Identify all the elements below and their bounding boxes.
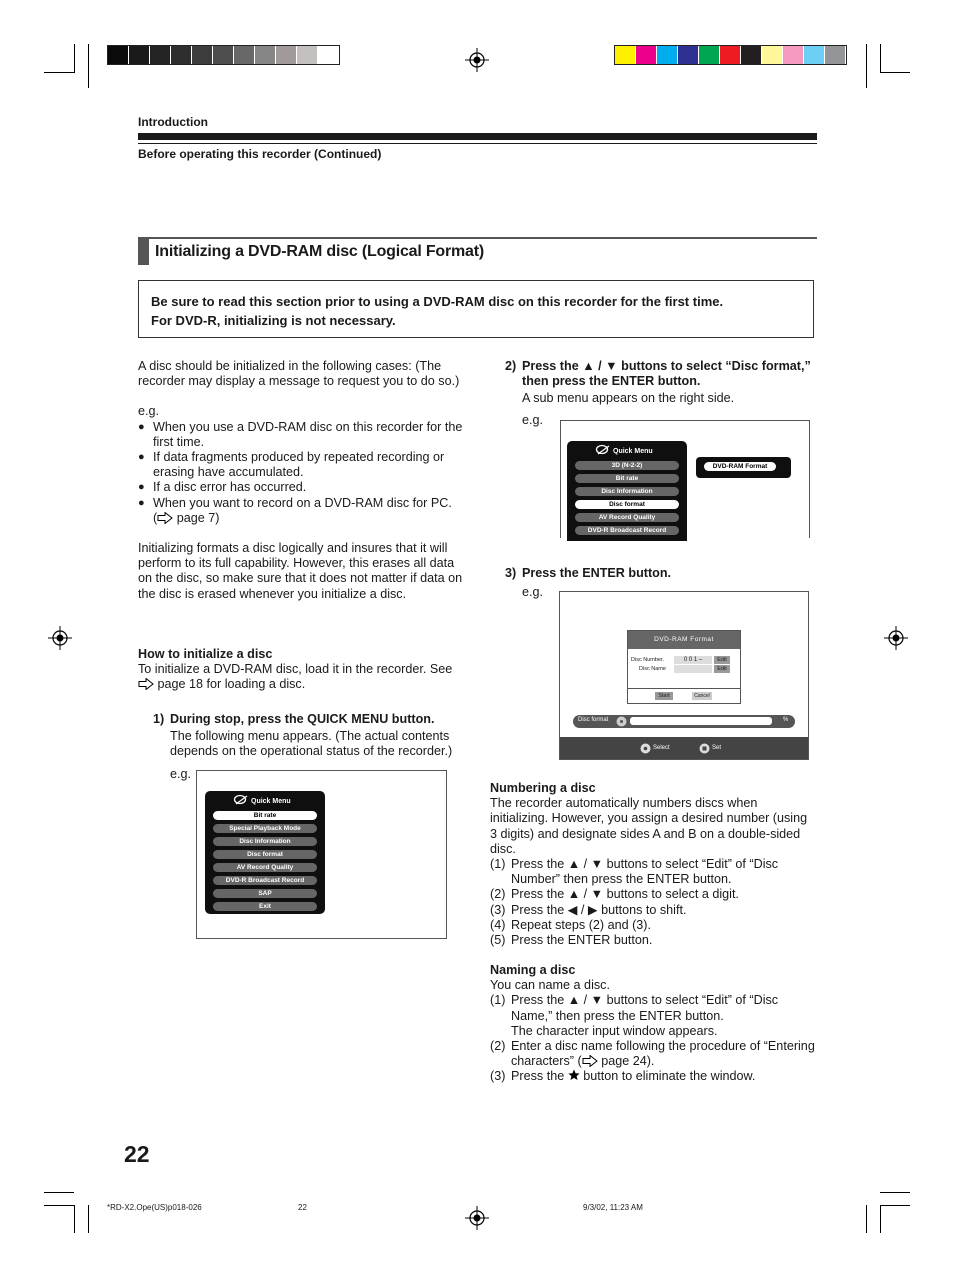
calibration-swatch: [720, 46, 740, 64]
list-item: (2) Enter a disc name following the procedure of “Entering characters” ( page 24).: [490, 1039, 815, 1069]
footer-file: *RD-X2.Ope(US)p018-026: [107, 1203, 202, 1212]
calibration-swatch: [297, 46, 317, 64]
cancel-button[interactable]: Cancel: [692, 692, 712, 700]
menu-item-disc-information[interactable]: Disc Information: [575, 487, 679, 496]
quick-menu-panel: [205, 791, 325, 914]
list-item: (3) Press the ◀ / ▶ buttons to shift.: [490, 902, 687, 917]
menu-item-disc-format[interactable]: Disc format: [575, 500, 679, 509]
calibration-swatch: [804, 46, 824, 64]
step3-title: Press the ENTER button.: [522, 566, 672, 580]
section-label: Introduction: [138, 115, 208, 129]
calibration-swatch: [636, 46, 656, 64]
calibration-swatch: [255, 46, 275, 64]
calibration-swatch: [129, 46, 149, 64]
help-bar: [560, 737, 808, 759]
calibration-swatch: [741, 46, 761, 64]
page-number: 22: [124, 1141, 150, 1167]
naming-block: [490, 963, 817, 1085]
numbering-block: [490, 781, 817, 948]
how-heading: How to initialize a disc: [138, 647, 273, 661]
menu-item-dvd-r-broadcast-record[interactable]: DVD-R Broadcast Record: [575, 526, 679, 535]
select-dpad-icon: [640, 743, 651, 754]
quick-menu-logo-icon: [595, 444, 611, 455]
naming-heading: Naming a disc: [490, 963, 576, 977]
menu-item-av-record-quality[interactable]: AV Record Quality: [213, 863, 317, 872]
format-dialog: [627, 630, 741, 704]
case-list: [138, 420, 463, 526]
disc-number-edit-button[interactable]: Edit: [714, 656, 730, 664]
numbering-heading: Numbering a disc: [490, 781, 596, 795]
disc-name-edit-button[interactable]: Edit: [714, 665, 730, 673]
calibration-swatch: [783, 46, 803, 64]
progress-bar: [573, 715, 795, 728]
menu-item-exit[interactable]: Exit: [213, 902, 317, 911]
footer-date: 9/3/02, 11:23 AM: [583, 1203, 643, 1212]
progress-track: [630, 717, 772, 725]
menu-item-bit-rate[interactable]: Bit rate: [575, 474, 679, 483]
step1-number: 1): [153, 712, 165, 726]
header-rule-thin: [138, 143, 817, 144]
step1-title: During stop, press the QUICK MENU button.: [170, 712, 435, 726]
quick-menu-title: Quick Menu: [251, 798, 291, 805]
list-item: (2) Press the ▲ / ▼ buttons to select a digit.: [490, 887, 739, 902]
menu-item-3d[interactable]: 3D (N-2-2): [575, 461, 679, 470]
dialog-title: DVD-RAM Format: [628, 631, 740, 649]
list-item: (1) Press the ▲ / ▼ buttons to select “Edit” of “Disc Name,” then press the ENTER button. The character input window appears.: [490, 993, 779, 1038]
page-title: Initializing a DVD-RAM disc (Logical Format): [155, 243, 484, 260]
menu-item-disc-format[interactable]: Disc format: [213, 850, 317, 859]
step3-number: 3): [505, 566, 517, 580]
start-button[interactable]: Start: [655, 692, 673, 700]
list-item: ● When you want to record on a DVD-RAM disc for PC. ( page 7): [138, 496, 463, 526]
format-screen: [559, 591, 809, 760]
intro-text: A disc should be initialized in the following cases: (The recorder may display a message to request you to do so.): [138, 359, 460, 389]
page-title-bar: [138, 237, 817, 265]
menu-item-sap[interactable]: SAP: [213, 889, 317, 898]
list-item: (4) Repeat steps (2) and (3).: [490, 917, 652, 932]
progress-label: Disc format: [578, 717, 609, 723]
calibration-swatch: [678, 46, 698, 64]
submenu-panel: [696, 457, 791, 478]
progress-unit: %: [783, 717, 789, 723]
step2-text: A sub menu appears on the right side.: [522, 391, 735, 405]
disc-number-label: Disc Number.: [631, 657, 665, 663]
color-calibration-bar: [614, 45, 847, 65]
menu-item-av-record-quality[interactable]: AV Record Quality: [575, 513, 679, 522]
registration-mark-icon: [465, 48, 489, 72]
naming-text: You can name a disc.: [490, 978, 610, 993]
calibration-swatch: [825, 46, 845, 64]
page-reference-arrow-icon: [138, 678, 154, 690]
numbering-steps: [490, 857, 817, 948]
subsection-label: Before operating this recorder (Continued): [138, 147, 382, 161]
calibration-swatch: [171, 46, 191, 64]
registration-mark-icon: [884, 626, 908, 650]
step3-eg: e.g.: [522, 585, 544, 599]
calibration-swatch: [213, 46, 233, 64]
disc-number-value: 0 0 1 –: [674, 656, 712, 664]
calibration-swatch: [192, 46, 212, 64]
set-hint: Set: [712, 745, 722, 751]
registration-mark-icon: [48, 626, 72, 650]
gray-calibration-bar: [107, 45, 340, 65]
page-reference-arrow-icon: [582, 1055, 598, 1067]
list-item: ● If data fragments produced by repeated recording or erasing have accumulated.: [138, 450, 463, 480]
calibration-swatch: [615, 46, 635, 64]
quick-menu-logo-icon: [233, 794, 249, 805]
formats-text: Initializing formats a disc logically and insures that it will perform to its full capability. However, this erases all data on the disc, so make sure that it does not matter if data on the disc is erased whenever you initialize a disc.: [138, 541, 463, 601]
left-column: [138, 359, 463, 602]
calibration-swatch: [762, 46, 782, 64]
eg-label: e.g.: [138, 404, 160, 419]
list-item: (1) Press the ▲ / ▼ buttons to select “Edit” of “Disc Number” then press the ENTER button.: [490, 857, 779, 887]
calibration-swatch: [699, 46, 719, 64]
notice-line-2: For DVD-R, initializing is not necessary.: [151, 313, 396, 328]
numbering-text: The recorder automatically numbers discs when initializing. However, you assign a desired number (using 3 digits) and designate sides A and B on a double-sided disc.: [490, 796, 808, 856]
star-button-icon: [568, 1069, 580, 1081]
list-item: (5) Press the ENTER button.: [490, 933, 653, 948]
calibration-swatch: [276, 46, 296, 64]
calibration-swatch: [150, 46, 170, 64]
menu-item-bit-rate[interactable]: Bit rate: [213, 811, 317, 820]
step1-text: The following menu appears. (The actual contents depends on the operational status of the recorder.): [170, 729, 453, 759]
menu-item-disc-information[interactable]: Disc Information: [213, 837, 317, 846]
calibration-swatch: [657, 46, 677, 64]
quick-menu-panel: [567, 441, 687, 541]
how-to-block: [138, 647, 463, 693]
notice-line-1: Be sure to read this section prior to using a DVD-RAM disc on this recorder for the first time.: [151, 294, 724, 309]
menu-item-special-playback-mode[interactable]: Special Playback Mode: [213, 824, 317, 833]
step1-eg: e.g.: [170, 767, 192, 781]
disc-name-label: Disc Name: [639, 666, 666, 672]
list-item: ● If a disc error has occurred.: [138, 480, 463, 495]
menu-item-dvd-r-broadcast-record[interactable]: DVD-R Broadcast Record: [213, 876, 317, 885]
quick-menu-screen-2: [560, 420, 810, 538]
list-item: ● When you use a DVD-RAM disc on this recorder for the first time.: [138, 420, 463, 450]
naming-steps: [490, 993, 817, 1084]
calibration-swatch: [318, 46, 338, 64]
step2-title: Press the ▲ / ▼ buttons to select “Disc format,” then press the ENTER button.: [522, 359, 811, 389]
header-rule: [138, 133, 817, 140]
set-enter-icon: [699, 743, 710, 754]
step2-number: 2): [505, 359, 517, 373]
notice-box: [138, 280, 814, 338]
step2-eg: e.g.: [522, 413, 544, 427]
submenu-item-dvd-ram-format[interactable]: DVD-RAM Format: [704, 462, 776, 471]
footer-page: 22: [298, 1203, 307, 1212]
disc-name-value: [674, 665, 712, 673]
list-item: (3) Press the button to eliminate the window.: [490, 1069, 756, 1084]
calibration-swatch: [108, 46, 128, 64]
quick-menu-title: Quick Menu: [613, 448, 653, 455]
quick-menu-screen-1: [196, 770, 447, 939]
disc-icon: [616, 716, 627, 727]
calibration-swatch: [234, 46, 254, 64]
how-text: To initialize a DVD-RAM disc, load it in the recorder. See page 18 for loading a disc.: [138, 662, 453, 692]
select-hint: Select: [653, 745, 670, 751]
registration-mark-icon: [465, 1206, 489, 1230]
page-reference-arrow-icon: [157, 512, 173, 524]
